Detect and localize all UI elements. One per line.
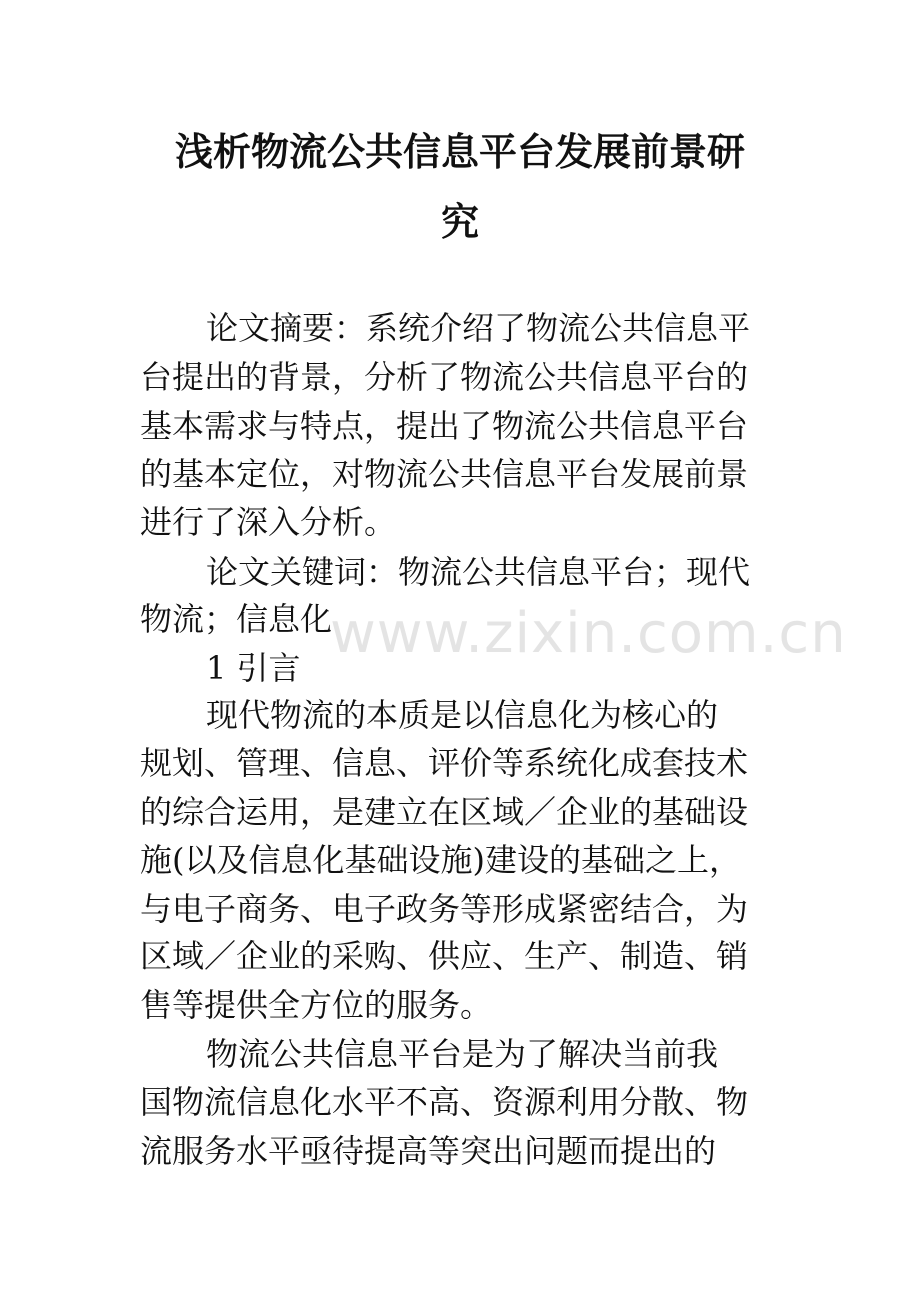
paragraph-1-line-4: 施(以及信息化基础设施)建设的基础之上， bbox=[140, 841, 741, 879]
document-title-line-1: 浅析物流公共信息平台发展前景研 bbox=[174, 129, 745, 174]
abstract-line-5: 进行了深入分析。 bbox=[140, 503, 397, 541]
paragraph-1-line-7: 售等提供全方位的服务。 bbox=[140, 986, 493, 1024]
paragraph-1-line-3: 的综合运用，是建立在区域／企业的基础设 bbox=[140, 793, 749, 831]
paragraph-1-line-6: 区域／企业的采购、供应、生产、制造、销 bbox=[140, 937, 749, 975]
document-title-line-2: 究 bbox=[440, 199, 479, 244]
paragraph-1-line-5: 与电子商务、电子政务等形成紧密结合，为 bbox=[140, 890, 749, 928]
abstract-line-1: 论文摘要：系统介绍了物流公共信息平 bbox=[206, 309, 751, 347]
paragraph-2-line-1: 物流公共信息平台是为了解决当前我 bbox=[206, 1035, 719, 1073]
section-heading-introduction: 1 引言 bbox=[206, 649, 301, 687]
keywords-line-2: 物流；信息化 bbox=[140, 600, 333, 638]
paragraph-2-line-3: 流服务水平亟待提高等突出问题而提出的 bbox=[140, 1132, 717, 1170]
paragraph-2-line-2: 国物流信息化水平不高、资源利用分散、物 bbox=[140, 1083, 749, 1121]
keywords-line-1: 论文关键词：物流公共信息平台；现代 bbox=[206, 553, 751, 591]
abstract-line-4: 的基本定位，对物流公共信息平台发展前景 bbox=[140, 455, 749, 493]
watermark: www.zixin.com.cn bbox=[330, 601, 847, 666]
paragraph-1-line-2: 规划、管理、信息、评价等系统化成套技术 bbox=[140, 744, 749, 782]
paragraph-1-line-1: 现代物流的本质是以信息化为核心的 bbox=[206, 696, 719, 734]
abstract-line-2: 台提出的背景，分析了物流公共信息平台的 bbox=[140, 358, 749, 396]
abstract-line-3: 基本需求与特点，提出了物流公共信息平台 bbox=[140, 407, 749, 445]
